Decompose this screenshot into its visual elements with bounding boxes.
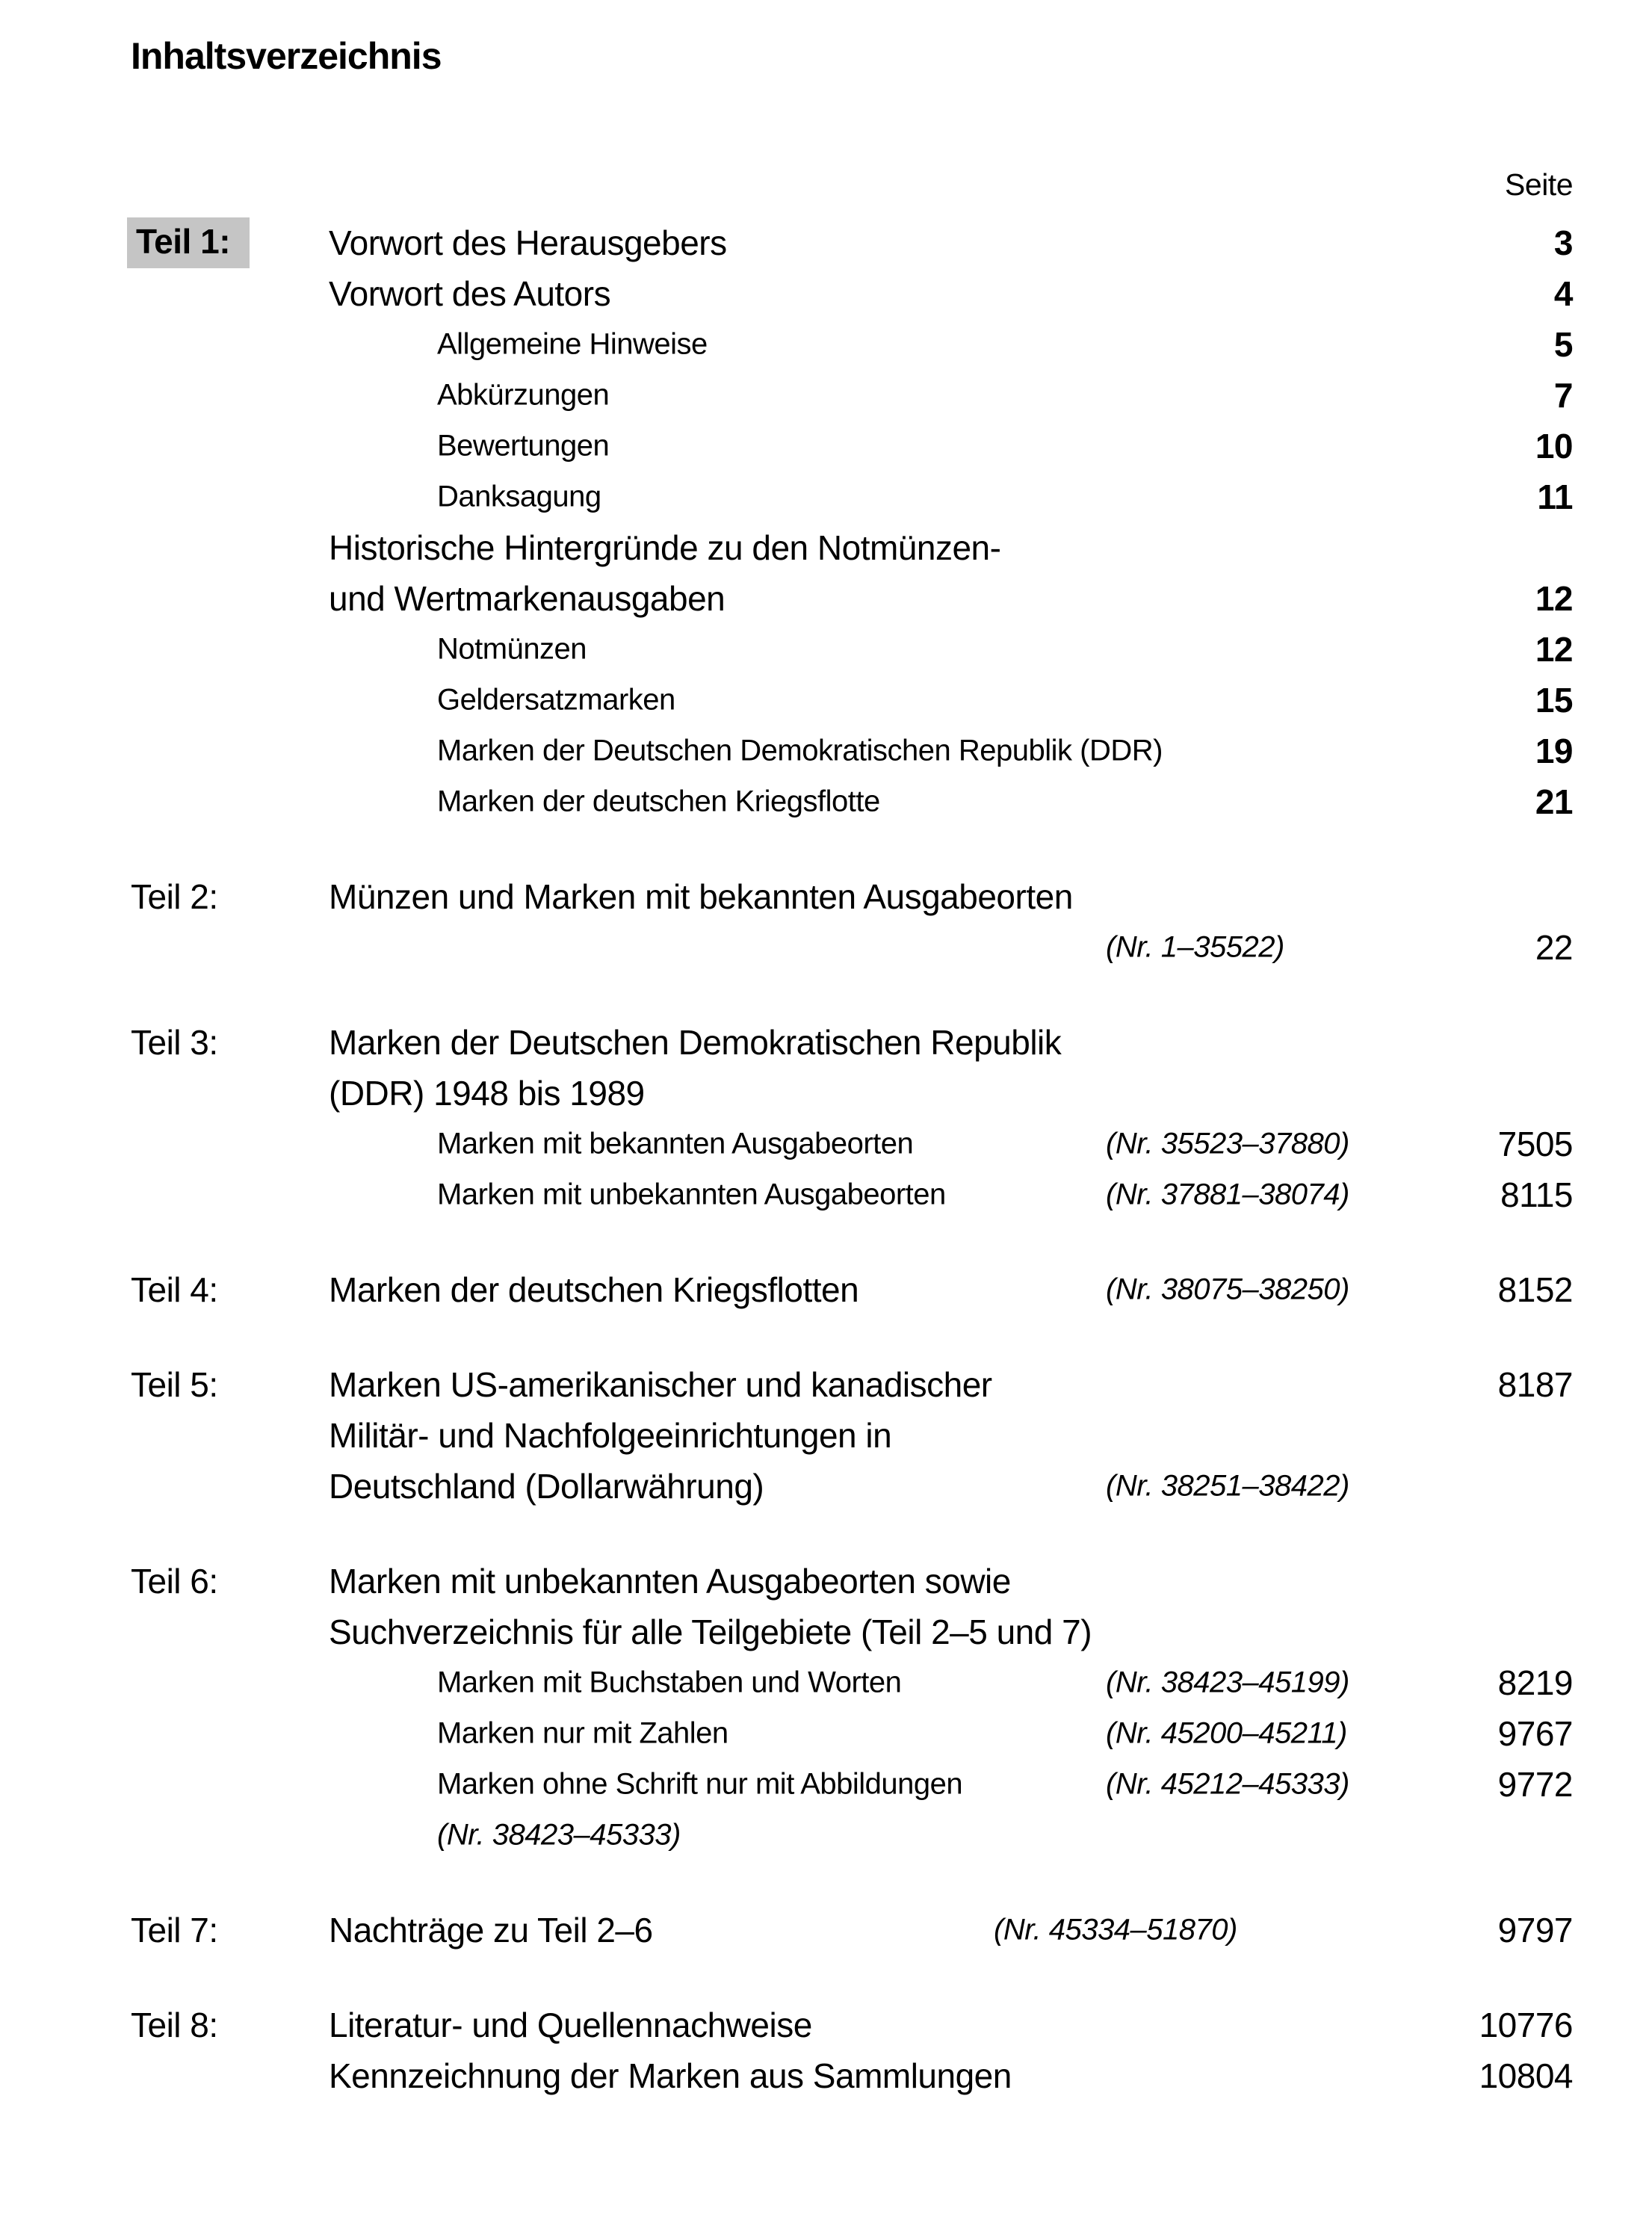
toc-entry-title: und Wertmarkenausgaben: [329, 579, 726, 618]
toc-entry-page: 9767: [1497, 1714, 1573, 1753]
toc-entry-title: Marken nur mit Zahlen: [437, 1716, 728, 1750]
toc-row: [0, 1119, 1652, 1169]
toc-section: [0, 1017, 1652, 1220]
table-of-contents: [0, 217, 1652, 2145]
toc-row: [0, 1708, 1652, 1759]
toc-entry-title: Vorwort des Autors: [329, 274, 611, 313]
toc-entry-title: Geldersatzmarken: [437, 683, 675, 717]
toc-row: [0, 1410, 1652, 1461]
toc-entry-title: Militär- und Nachfolgeeinrichtungen in: [329, 1416, 892, 1455]
toc-entry-page: 10804: [1479, 2056, 1573, 2095]
teil-label: Teil 3:: [131, 1023, 218, 1062]
teil-label: Teil 2:: [131, 877, 218, 916]
toc-section: [0, 1264, 1652, 1315]
toc-row: [0, 1359, 1652, 1410]
toc-entry-title: Vorwort des Herausgebers: [329, 223, 727, 262]
toc-row: [0, 1759, 1652, 1810]
toc-entry-page: 22: [1535, 928, 1573, 967]
teil-label: Teil 4:: [131, 1270, 218, 1309]
toc-row: [0, 871, 1652, 922]
toc-entry-title: Marken mit Buchstaben und Worten: [437, 1666, 902, 1699]
page-title: Inhaltsverzeichnis: [131, 35, 442, 77]
toc-row: [0, 1810, 1652, 1861]
toc-entry-title: Abkürzungen: [437, 378, 610, 412]
teil-label: Teil 8:: [131, 2006, 218, 2044]
toc-entry-title: Marken der Deutschen Demokratischen Republik: [329, 1023, 1062, 1062]
toc-entry-title: Marken der deutschen Kriegsflotten: [329, 1270, 859, 1309]
toc-row: [0, 471, 1652, 522]
page-column-header: Seite: [1505, 167, 1573, 202]
toc-entry-page: 21: [1535, 782, 1573, 821]
teil-label: Teil 6:: [131, 1562, 218, 1601]
toc-row: [0, 1461, 1652, 1512]
toc-row: [0, 1068, 1652, 1119]
toc-row: [0, 2050, 1652, 2101]
toc-entry-page: 8219: [1497, 1663, 1573, 1702]
toc-entry-title: Marken der deutschen Kriegsflotte: [437, 785, 880, 818]
toc-entry-title: Danksagung: [437, 480, 601, 513]
toc-row: [0, 217, 1652, 268]
toc-row: [0, 922, 1652, 973]
toc-entry-page: 8115: [1500, 1175, 1573, 1214]
toc-entry-title: Literatur- und Quellennachweise: [329, 2006, 812, 2044]
teil-label: Teil 7:: [131, 1911, 218, 1950]
toc-row: [0, 573, 1652, 624]
toc-entry-title: Kennzeichnung der Marken aus Sammlungen: [329, 2056, 1012, 2095]
toc-row: [0, 675, 1652, 726]
toc-entry-title: Münzen und Marken mit bekannten Ausgabeorten: [329, 877, 1073, 916]
toc-entry-page: 8152: [1497, 1270, 1573, 1309]
toc-entry-title: Marken US-amerikanischer und kanadischer: [329, 1365, 992, 1404]
toc-entry-number-range: (Nr. 38423–45199): [1106, 1666, 1349, 1699]
toc-entry-number-range: (Nr. 45200–45211): [1106, 1716, 1347, 1750]
toc-entry-title: Suchverzeichnis für alle Teilgebiete (Teil 2–5 und 7): [329, 1613, 1092, 1651]
toc-entry-page: 15: [1535, 681, 1573, 720]
toc-entry-number-range: (Nr. 38251–38422): [1106, 1469, 1349, 1503]
toc-entry-number-range: (Nr. 37881–38074): [1106, 1178, 1349, 1211]
toc-row: [0, 1169, 1652, 1220]
toc-row: [0, 726, 1652, 776]
toc-entry-number-range: (Nr. 1–35522): [1106, 930, 1284, 964]
toc-row: [0, 624, 1652, 675]
toc-entry-page: 3: [1553, 223, 1573, 262]
toc-section: [0, 217, 1652, 827]
toc-row: [0, 421, 1652, 471]
toc-row: [0, 1017, 1652, 1068]
toc-entry-page: 11: [1537, 477, 1573, 516]
toc-entry-page: 10776: [1479, 2006, 1573, 2044]
toc-section: [0, 871, 1652, 973]
toc-row: [0, 1556, 1652, 1607]
toc-entry-number-range: (Nr. 38075–38250): [1106, 1273, 1349, 1306]
toc-entry-page: 9797: [1497, 1911, 1573, 1950]
toc-entry-page: 10: [1535, 427, 1573, 466]
toc-row: [0, 268, 1652, 319]
toc-entry-title: Nachträge zu Teil 2–6: [329, 1911, 653, 1950]
toc-entry-title: (Nr. 38423–45333): [437, 1818, 681, 1852]
toc-entry-title: Marken mit bekannten Ausgabeorten: [437, 1127, 914, 1160]
teil-label: Teil 1:: [127, 217, 250, 268]
toc-entry-number-range: (Nr. 45212–45333): [1106, 1767, 1349, 1801]
toc-section: [0, 2000, 1652, 2101]
toc-entry-title: Bewertungen: [437, 429, 610, 463]
toc-entry-page: 7505: [1497, 1125, 1573, 1163]
toc-section: [0, 1905, 1652, 1955]
toc-entry-title: Historische Hintergründe zu den Notmünzen-: [329, 528, 1001, 567]
toc-entry-title: Marken ohne Schrift nur mit Abbildungen: [437, 1767, 963, 1801]
toc-row: [0, 319, 1652, 370]
toc-entry-page: 12: [1535, 579, 1573, 618]
toc-entry-title: Allgemeine Hinweise: [437, 327, 708, 361]
toc-entry-title: Marken mit unbekannten Ausgabeorten sowie: [329, 1562, 1011, 1601]
toc-entry-title: Marken der Deutschen Demokratischen Republik (DDR): [437, 734, 1163, 767]
toc-entry-page: 7: [1553, 376, 1573, 415]
toc-entry-title: Notmünzen: [437, 632, 587, 666]
toc-entry-title: Marken mit unbekannten Ausgabeorten: [437, 1178, 946, 1211]
toc-row: [0, 1657, 1652, 1708]
toc-entry-page: 8187: [1497, 1365, 1573, 1404]
toc-entry-page: 9772: [1497, 1765, 1573, 1804]
toc-entry-title: (DDR) 1948 bis 1989: [329, 1074, 645, 1113]
toc-row: [0, 522, 1652, 573]
toc-entry-page: 5: [1553, 325, 1573, 364]
toc-entry-number-range: (Nr. 35523–37880): [1106, 1127, 1349, 1160]
toc-row: [0, 1264, 1652, 1315]
toc-section: [0, 1556, 1652, 1861]
toc-section: [0, 1359, 1652, 1512]
toc-row: [0, 776, 1652, 827]
toc-row: [0, 370, 1652, 421]
toc-row: [0, 1607, 1652, 1657]
toc-entry-page: 19: [1535, 732, 1573, 770]
toc-row: [0, 2000, 1652, 2050]
toc-row: [0, 1905, 1652, 1955]
toc-entry-page: 12: [1535, 630, 1573, 669]
toc-entry-title: Deutschland (Dollarwährung): [329, 1467, 764, 1506]
toc-entry-page: 4: [1553, 274, 1573, 313]
toc-entry-number-range: (Nr. 45334–51870): [994, 1913, 1237, 1947]
teil-label: Teil 5:: [131, 1365, 218, 1404]
